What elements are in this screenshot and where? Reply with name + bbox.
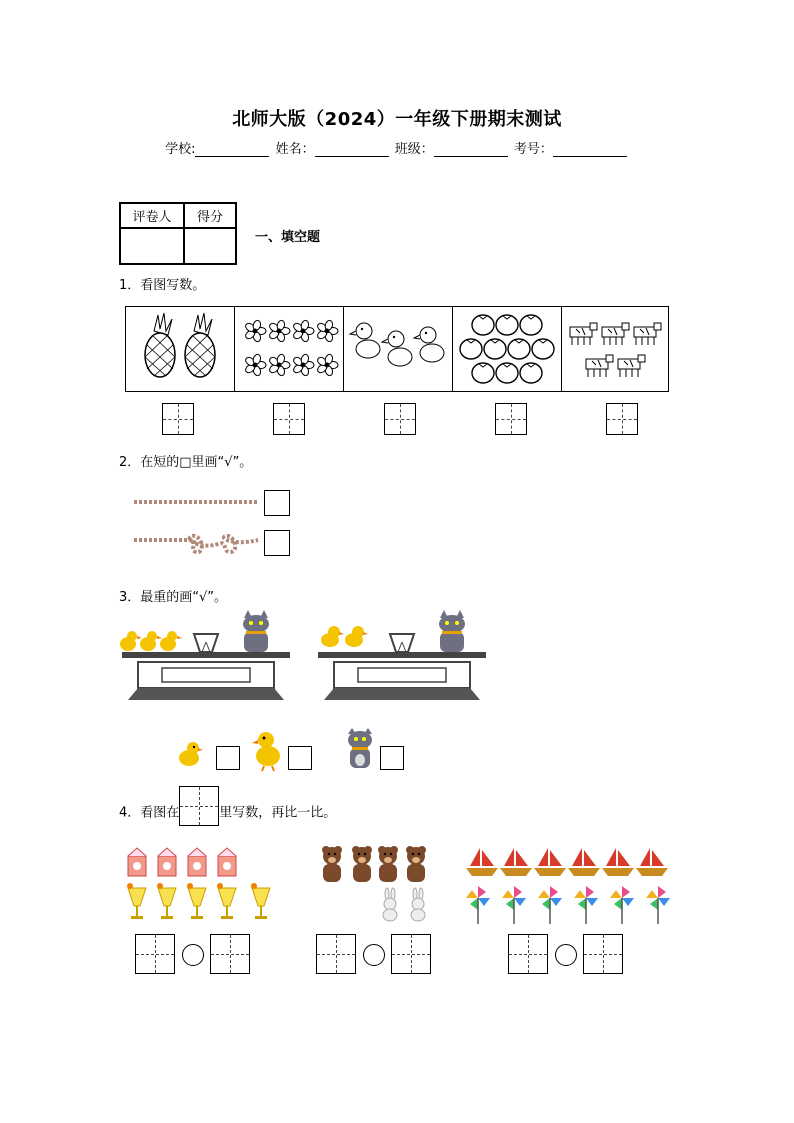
q2-checkbox-bottom[interactable] [264, 530, 290, 556]
q1-answer-box-1[interactable] [162, 403, 194, 435]
q4b-compare-circle[interactable] [363, 944, 385, 966]
question-2-prompt: 2．在短的□里画“√”。 [119, 455, 253, 470]
score-table [119, 202, 237, 265]
question-4-prompt [119, 800, 336, 826]
q4a-left-box[interactable] [135, 934, 175, 974]
grader-header: 评卷人 [120, 203, 184, 228]
score-header: 得分 [184, 203, 236, 228]
school-label: 学校: [165, 142, 196, 157]
flower-group [235, 307, 344, 391]
name-field[interactable] [315, 142, 389, 157]
scale-right [318, 610, 486, 700]
tomato-icon [453, 307, 561, 391]
q1-answer-box-3[interactable] [384, 403, 416, 435]
section-title: 一、填空题 [255, 230, 321, 245]
question-4-text-after: 里写数，再比一比。 [219, 805, 337, 821]
question-3-prompt: 3．最重的画“√”。 [119, 590, 228, 605]
pineapple-icon [126, 307, 234, 391]
q1-answer-box-5[interactable] [606, 403, 638, 435]
question-1-prompt: 1．看图写数。 [119, 278, 206, 293]
q1-picture-strip [125, 306, 669, 392]
q4b-left-box[interactable] [316, 934, 356, 974]
q1-answer-box-2[interactable] [273, 403, 305, 435]
balance-scales [118, 608, 498, 708]
pineapple-group [126, 307, 235, 391]
q2-checkbox-top[interactable] [264, 490, 290, 516]
q4-inline-box [179, 786, 219, 826]
class-label: 班级： [394, 142, 434, 157]
q4c-right-box[interactable] [583, 934, 623, 974]
q4a-right-box[interactable] [210, 934, 250, 974]
tomato-group [453, 307, 562, 391]
class-field[interactable] [434, 142, 508, 157]
school-field[interactable] [195, 142, 269, 157]
q1-answer-box-4[interactable] [495, 403, 527, 435]
cat-icon [342, 728, 378, 772]
cow-group [562, 307, 670, 391]
student-info-line [0, 138, 794, 157]
exam-number-label: 考号： [513, 142, 553, 157]
q4b-right-box[interactable] [391, 934, 431, 974]
score-cell[interactable] [184, 228, 236, 264]
exam-number-field[interactable] [553, 142, 627, 157]
q4c-compare-circle[interactable] [555, 944, 577, 966]
duck-icon [344, 307, 452, 391]
q3-checkbox-duckling[interactable] [288, 746, 312, 770]
scale-left [120, 610, 290, 700]
page-title: 北师大版（2024）一年级下册期末测试 [232, 109, 562, 130]
q3-checkbox-chick[interactable] [216, 746, 240, 770]
name-label: 姓名： [275, 142, 315, 157]
drinks-group [118, 846, 278, 924]
duckling-icon [252, 728, 286, 772]
rope-icon [130, 490, 262, 560]
duck-group [344, 307, 453, 391]
q4c-left-box[interactable] [508, 934, 548, 974]
small-chick-icon [175, 738, 203, 770]
q3-checkbox-cat[interactable] [380, 746, 404, 770]
question-4-text-before: 4．看图在 [119, 805, 180, 821]
flower-icon [235, 307, 343, 391]
boats-pinwheels-group [462, 846, 672, 926]
grader-cell[interactable] [120, 228, 184, 264]
q4a-compare-circle[interactable] [182, 944, 204, 966]
bears-rabbits-group [318, 844, 438, 924]
cow-icon [562, 307, 670, 391]
